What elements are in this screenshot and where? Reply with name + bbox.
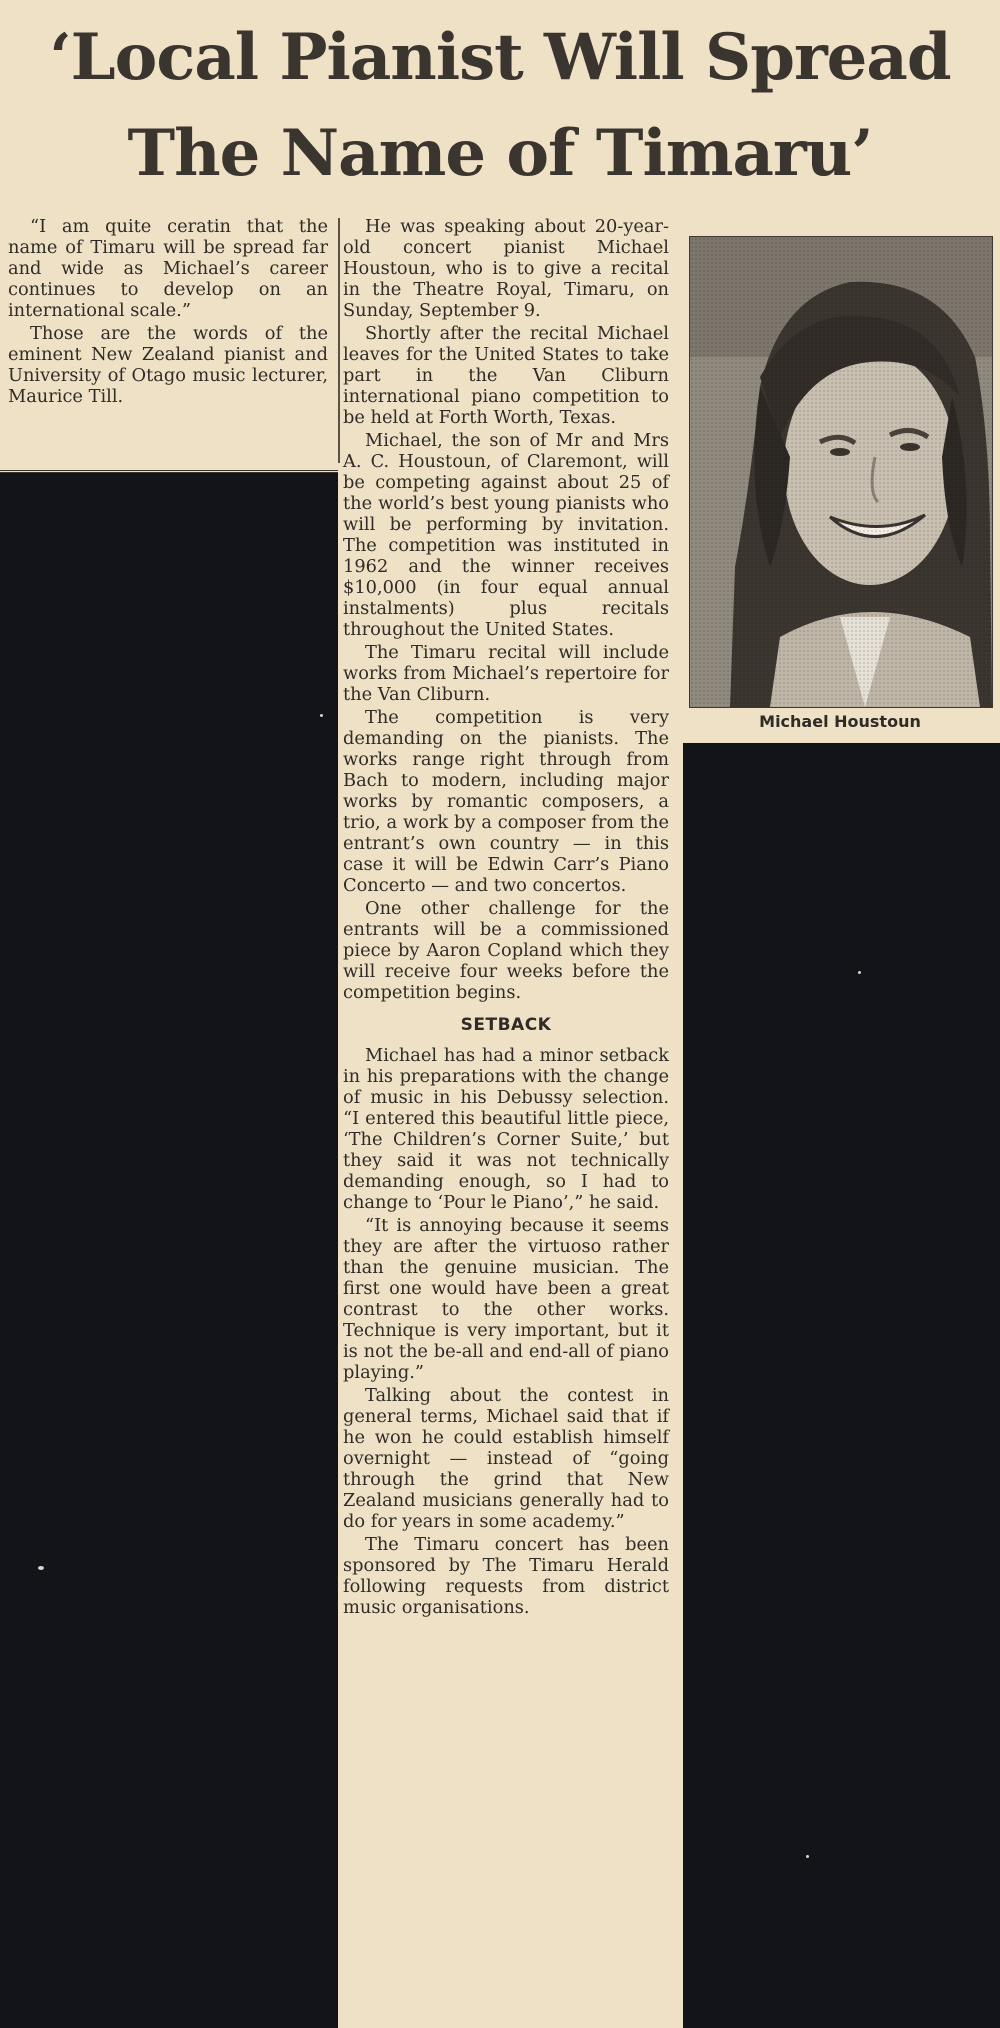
photo-caption: Michael Houstoun — [759, 712, 921, 731]
portrait-image — [690, 237, 992, 707]
paragraph: Those are the words of the eminent New Zealand pianist and University of Otago music lecturer, Maurice Till. — [8, 323, 328, 407]
paragraph: “I am quite ceratin that the name of Timaru will be spread far and wide as Michael’s career continues to develop on an international scale.” — [8, 216, 328, 321]
paragraph: Michael has had a minor setback in his preparations with the change of music in his Debussy selection. “I entered this beautiful little piece, ‘The Children’s Corner Suite,’ but they said it was not technically demanding enough, so I had to change to ‘Pour le Piano’,” he said. — [343, 1045, 669, 1213]
dust-speck — [320, 714, 323, 717]
paragraph: He was speaking about 20-year-old concert pianist Michael Houstoun, who is to give a recital in the Theatre Royal, Timaru, on Sunday, September 9. — [343, 216, 669, 321]
headline — [0, 10, 1000, 202]
dust-speck — [858, 971, 861, 974]
paragraph: Talking about the contest in general terms, Michael said that if he won he could establish himself overnight — instead of “going through the grind that New Zealand musicians generally had to do for years in some academy.” — [343, 1385, 669, 1532]
paragraph: One other challenge for the entrants will be a commissioned piece by Aaron Copland which they will receive four weeks before the competition begins. — [343, 898, 669, 1003]
paragraph: Shortly after the recital Michael leaves for the United States to take part in the Van Cliburn international piano competition to be held at Forth Worth, Texas. — [343, 323, 669, 428]
paragraph: The competition is very demanding on the pianists. The works range right through from Bach to modern, including major works by romantic composers, a trio, a work by a composer from the entrant’s own country — in this case it will be Edwin Carr’s Piano Concerto — and two concertos. — [343, 707, 669, 896]
dust-speck — [38, 1566, 44, 1570]
portrait-photo — [689, 236, 993, 708]
article-column1 — [8, 216, 328, 407]
headline-line1: ‘Local Pianist Will Spread — [49, 20, 951, 95]
paragraph: Michael, the son of Mr and Mrs A. C. Houstoun, of Claremont, will be competing against about 25 of the world’s best young pianists who will be performing by invitation. The competition was instituted in 1962 and the winner receives $10,000 (in four equal annual instalments) plus recitals throughout the United States. — [343, 430, 669, 640]
headline-line2: The Name of Timaru’ — [127, 116, 873, 191]
dust-speck — [806, 1855, 809, 1858]
paragraph: The Timaru concert has been sponsored by The Timaru Herald following requests from district music organisations. — [343, 1534, 669, 1618]
column-rule — [338, 218, 340, 463]
paragraph: The Timaru recital will include works from Michael’s repertoire for the Van Cliburn. — [343, 642, 669, 705]
article-column2 — [343, 216, 669, 1618]
subheading-setback: SETBACK — [460, 1015, 552, 1035]
paragraph: “It is annoying because it seems they are after the virtuoso rather than the genuine musician. The first one would have been a great contrast to the other works. Technique is very important, but it is not the be-all and end-all of piano playing.” — [343, 1215, 669, 1383]
